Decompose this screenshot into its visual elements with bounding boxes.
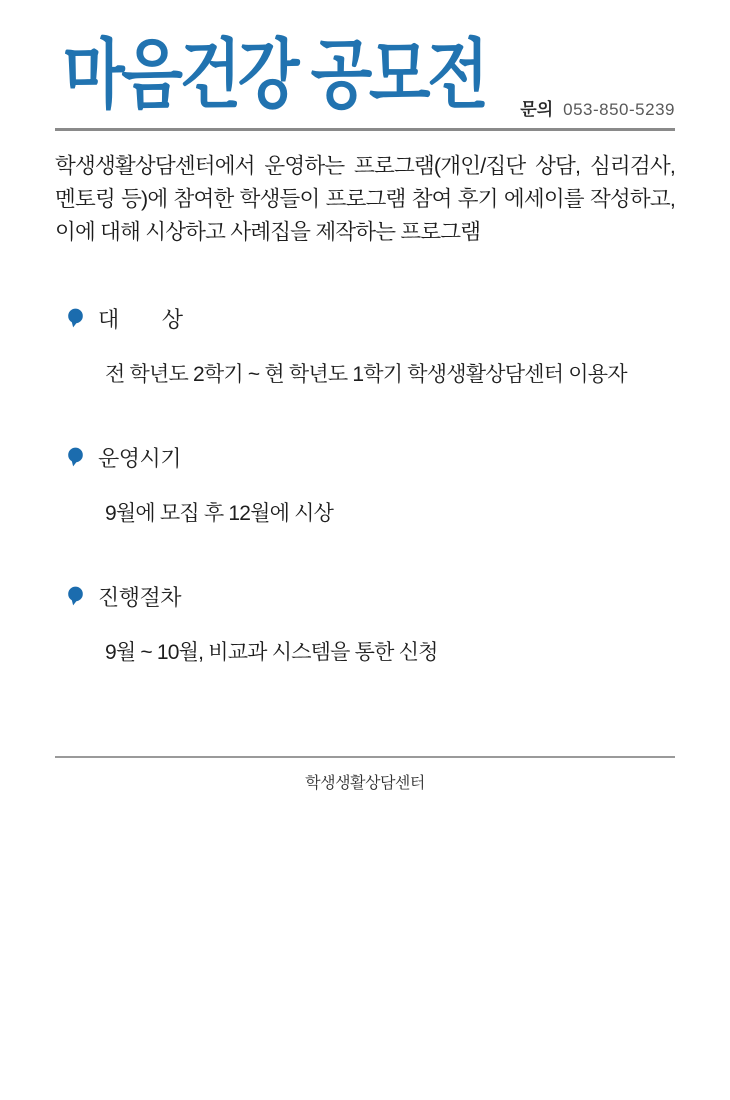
section-schedule-heading: 운영시기: [98, 446, 182, 471]
section-schedule: [55, 442, 675, 527]
contact-info: [520, 95, 675, 120]
footer-organization: 학생생활상담센터: [305, 775, 425, 792]
section-schedule-heading-row: [67, 442, 675, 473]
speech-balloon-icon: [67, 308, 84, 329]
program-description: 학생생활상담센터에서 운영하는 프로그램(개인/집단 상담, 심리검사, 멘토링 등)에 참여한 학생들이 프로그램 참여 후기 에세이를 작성하고, 이에 대해 시상하고 사례집을 제작하는 프로그램: [55, 154, 675, 244]
section-target: [55, 303, 675, 388]
section-target-heading: 대 상: [98, 307, 183, 332]
speech-balloon-icon: [67, 586, 84, 607]
speech-balloon-icon: [67, 447, 84, 468]
section-procedure-content: 9월 ~ 10월, 비교과 시스템을 통한 신청: [105, 641, 438, 664]
header: [55, 0, 675, 131]
section-schedule-content: 9월에 모집 후 12월에 시상: [105, 502, 334, 525]
section-target-content: 전 학년도 2학기 ~ 현 학년도 1학기 학생생활상담센터 이용자: [105, 363, 627, 386]
section-procedure: [55, 581, 675, 666]
contact-label: 문의: [520, 100, 554, 119]
contact-phone-number: 053-850-5239: [563, 100, 675, 119]
section-procedure-heading: 진행절차: [98, 585, 182, 610]
page-title: 마음건강 공모전: [63, 33, 486, 118]
section-target-heading-row: [67, 303, 675, 334]
footer: [55, 756, 675, 793]
section-procedure-heading-row: [67, 581, 675, 612]
